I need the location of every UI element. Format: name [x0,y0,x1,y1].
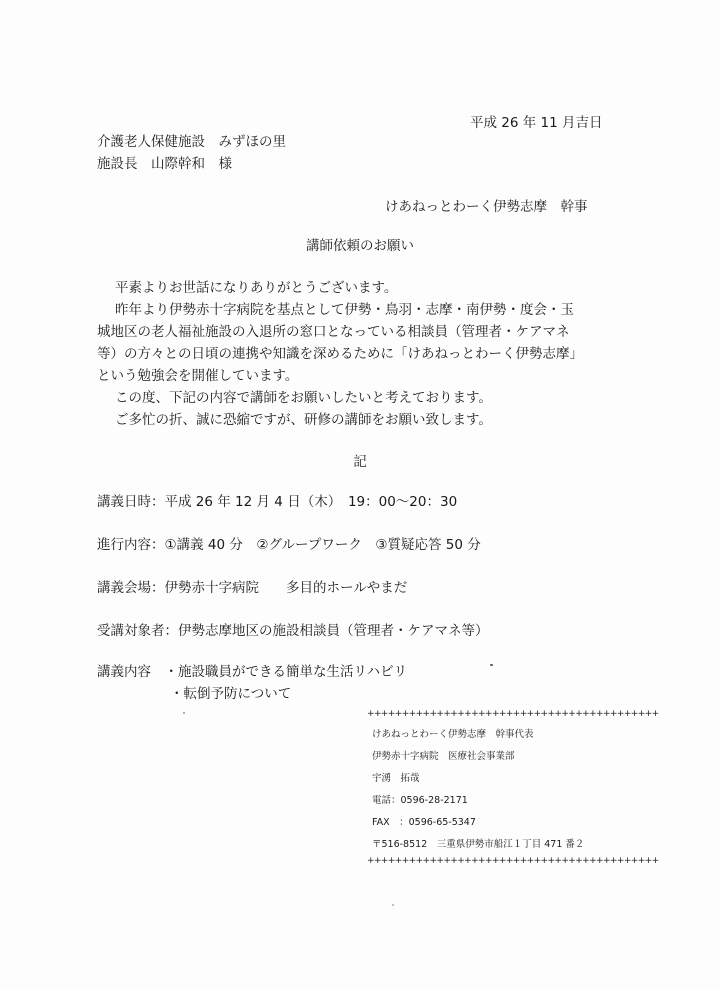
contact-phone: 電話：0596-28-2171 [372,795,468,806]
body-line-4: 等）の方々との日頃の連携や知識を深めるために「けあねっとわーく伊勢志摩」 [97,346,583,362]
contact-fax: FAX ：0596-65-5347 [372,817,476,828]
contact-address: 〒516-8512 三重県伊勢市船江１丁目 471 番２ [372,839,585,850]
contact-border-top: ++++++++++++++++++++++++++++++++++++++++++ [367,709,659,719]
recipient-facility: 介護老人保健施設 みずほの里 [97,134,286,150]
sender-organization: けあねっとわーく伊勢志摩 幹事 [385,199,588,215]
body-line-3: 城地区の老人福祉施設の入退所の窓口となっている相談員（管理者・ケアマネ [97,324,570,340]
body-line-2: 昨年より伊勢赤十字病院を基点として伊勢・鳥羽・志摩・南伊勢・度会・玉 [115,302,574,318]
recipient-name: 施設長 山際幹和 様 [97,156,232,172]
agenda: 進行内容：①講義 40 分 ②グループワーク ③質疑応答 50 分 [97,537,481,553]
scan-speck [490,664,493,666]
letter-date: 平成 26 年 11 月吉日 [470,115,603,131]
venue: 講義会場：伊勢赤十字病院 多目的ホールやまだ [97,580,408,596]
body-line-7: ご多忙の折、誠に恐縮ですが、研修の講師をお願い致します。 [115,412,492,428]
lecture-content: 講義内容 ・施設職員ができる簡単な生活リハビリ [97,664,408,680]
scan-speck [183,712,185,714]
contact-dept: 伊勢赤十字病院 医療社会事業部 [372,751,515,762]
lecture-datetime: 講義日時：平成 26 年 12 月 4 日（木） 19：00～20：30 [97,494,458,510]
scan-speck [392,904,394,906]
body-line-6: この度、下記の内容で講師をお願いしたいと考えております。 [115,390,492,406]
contact-org: けあねっとわーく伊勢志摩 幹事代表 [372,729,534,740]
ki-heading: 記 [353,454,367,470]
contact-border-bottom: ++++++++++++++++++++++++++++++++++++++++++ [367,856,659,866]
letter-title: 講師依頼のお願い [306,238,414,254]
contact-name: 宇湧 拓哉 [372,773,420,784]
body-line-5: という勉強会を開催しています。 [97,368,299,384]
lecture-content-item-2: ・転倒予防について [170,686,292,702]
target-audience: 受講対象者：伊勢志摩地区の施設相談員（管理者・ケアマネ等） [97,623,489,639]
body-line-1: 平素よりお世話になりありがとうございます。 [115,280,398,296]
